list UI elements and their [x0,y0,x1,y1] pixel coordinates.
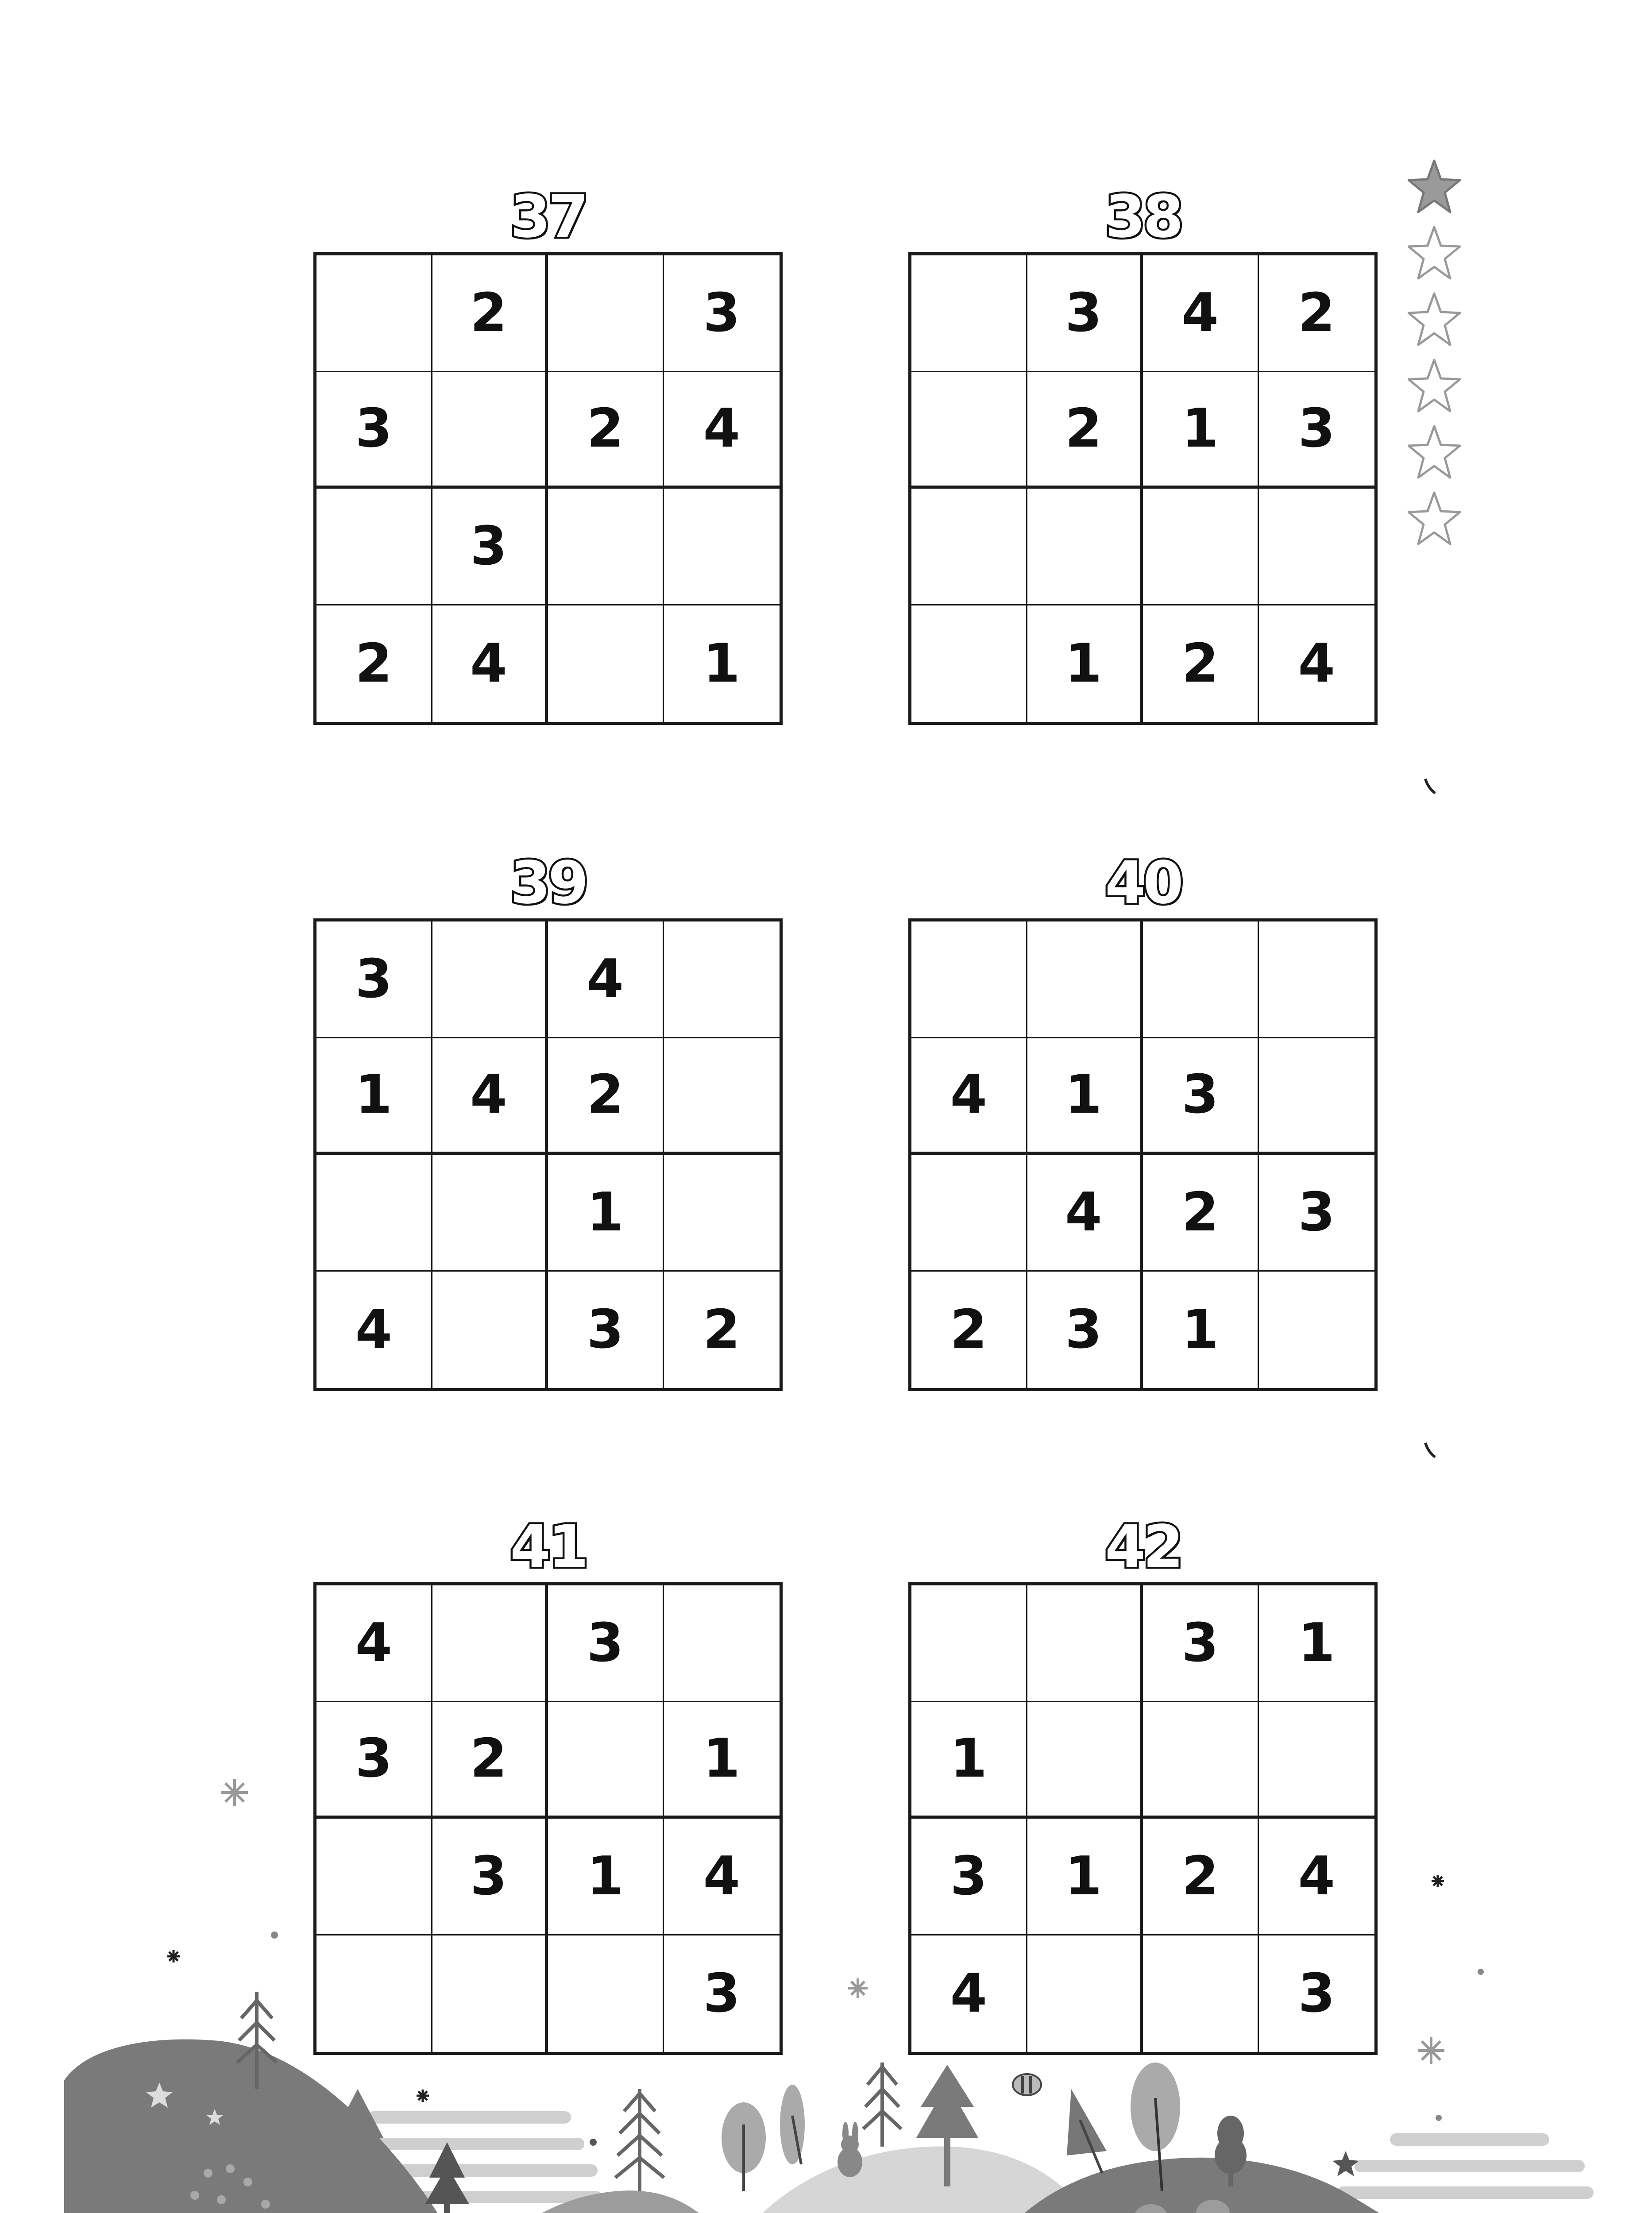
hill-dots [181,2164,297,2213]
star-empty-icon [1408,290,1461,352]
grid-cell [317,1155,432,1272]
grid-cell: 4 [1259,1819,1375,1935]
grid-cell [911,255,1027,372]
grid-cell [1259,1702,1375,1819]
grid-cell: 1 [1027,1819,1143,1935]
puzzle-40 [908,850,1378,1392]
grid-cell [1143,489,1259,605]
grid-cell: 1 [703,632,740,694]
grid-cell: 3 [548,1272,664,1388]
grid-cell [317,1819,432,1935]
grid-cell: 4 [317,1585,432,1702]
grid-cell [548,1702,664,1819]
grid-cell [1259,489,1375,605]
grid-cell: 3 [911,1819,1027,1935]
grid-cell: 2 [1143,1155,1259,1272]
hill-right-spots [1054,2200,1380,2213]
grid-cell [548,489,664,605]
sudoku-grid [908,918,1378,1391]
grid-cell: 4 [911,1038,1027,1155]
striped-hill-left [350,2111,602,2213]
grid-cell [317,255,432,372]
tree-round-left [722,2102,766,2191]
grid-cell: 4 [664,372,780,489]
tree-left-pine [328,2089,388,2213]
grid-cell [664,921,780,1038]
bunny [838,2122,862,2177]
grid-cell: 1 [1143,372,1259,489]
tiny-stars [146,2082,223,2125]
grid-cell [664,1155,780,1272]
grid-cell [317,489,432,605]
bee [1013,2074,1041,2095]
star-empty-icon [1408,356,1461,418]
mark [1425,779,1435,793]
grid-cell: 2 [548,1038,664,1155]
grid-cell: 3 [1298,1962,1335,2024]
grid-cell: 4 [1027,1155,1143,1272]
grid-cell: 3 [432,489,548,605]
grid-cell: 2 [703,1299,740,1361]
grid-cell [1143,921,1259,1038]
tree-leaf [780,2085,805,2164]
grid-cell: 3 [1259,372,1375,489]
star-dark [1332,2151,1359,2176]
difficulty-rating [1408,157,1461,555]
tree-outline-tall [237,1992,277,2089]
grid-cell: 4 [432,1038,548,1155]
grid-cell: 3 [703,1962,740,2024]
hill-mid-grey [465,2190,753,2213]
hill-right [965,2158,1496,2213]
sudoku-grid [313,252,783,725]
grid-cell: 1 [1027,1038,1143,1155]
puzzle-42 [908,1514,1378,2056]
grid-cell [432,1935,548,2052]
tree-left-small [425,2142,469,2213]
puzzle-39 [313,850,783,1392]
grid-cell [432,1155,548,1272]
grid-cell [1259,1272,1375,1388]
puzzle-number: 39 [510,849,586,917]
hill-mid-light [708,2146,1115,2213]
grid-cell: 2 [1143,1819,1259,1935]
grid-cell: 1 [548,1819,664,1935]
grid-cell [1259,921,1375,1038]
puzzle-37 [313,184,783,726]
grid-cell [317,1935,432,2052]
grid-cell: 1 [664,1702,780,1819]
grid-cell [548,255,664,372]
grid-cell [1143,1935,1259,2052]
grid-cell [1027,1585,1143,1702]
star-empty-icon [1408,489,1461,551]
striped-hill-right [1328,2133,1594,2213]
grid-cell [1027,1935,1143,2052]
grid-cell [664,489,780,605]
grid-cell: 3 [548,1585,664,1702]
star-empty-icon [1408,224,1461,285]
grid-cell: 1 [1027,605,1143,722]
grid-cell [548,605,664,722]
grid-cell: 1 [1259,1585,1375,1702]
mark [1425,1443,1435,1457]
grid-cell: 3 [317,921,432,1038]
grid-cell [911,605,1027,722]
grid-cell [432,1585,548,1702]
grid-cell: 3 [1259,1155,1375,1272]
grid-cell: 3 [1027,255,1143,372]
grid-cell [911,489,1027,605]
tree-center-pine [916,2065,978,2186]
grid-cell: 1 [548,1155,664,1272]
puzzle-number: 40 [1105,849,1181,917]
grid-cell [1259,1038,1375,1155]
grid-cell: 2 [548,372,664,489]
grid-cell: 1 [1143,1272,1259,1388]
grid-cell [664,1038,780,1155]
grid-cell: 1 [911,1702,1027,1819]
puzzle-number: 37 [510,183,586,251]
grid-cell [432,921,548,1038]
grid-cell: 2 [911,1272,1027,1388]
grid-cell: 4 [1143,255,1259,372]
grid-cell: 4 [548,921,664,1038]
grid-cell: 2 [432,1702,548,1819]
grid-cell: 4 [664,1819,780,1935]
grid-cell [664,1585,780,1702]
grid-cell: 1 [317,1038,432,1155]
sudoku-grid [313,918,783,1391]
star-filled-icon [1408,157,1461,219]
grid-cell: 4 [911,1935,1027,2052]
puzzle-number: 41 [510,1513,586,1581]
puzzle-number: 38 [1105,183,1181,251]
grid-cell [1143,1702,1259,1819]
grid-cell [911,372,1027,489]
grid-cell [548,1935,664,2052]
grid-cell [1027,1702,1143,1819]
grid-cell: 2 [432,255,548,372]
grid-cell: 3 [432,1819,548,1935]
tree-outline-mid [615,2089,664,2191]
grid-cell [1027,921,1143,1038]
grid-cell: 2 [317,605,432,722]
sudoku-grid [908,1582,1378,2055]
grid-cell: 2 [1143,605,1259,722]
tree-triangle [1067,2089,1107,2173]
sudoku-grid [908,252,1378,725]
grid-cell: 3 [317,372,432,489]
grid-cell [432,372,548,489]
grid-cell [1027,489,1143,605]
tree-outline-center [863,2063,901,2147]
grid-cell: 3 [1143,1038,1259,1155]
puzzle-38 [908,184,1378,726]
grid-cell: 2 [1259,255,1375,372]
grid-cell [911,1155,1027,1272]
grid-cell: 3 [1027,1272,1143,1388]
grid-cell: 4 [432,605,548,722]
grid-cell: 3 [1143,1585,1259,1702]
grid-cell [911,1585,1027,1702]
star-empty-icon [1408,423,1461,485]
hill-left [64,2040,478,2213]
tree-oval-tall [1131,2063,1180,2191]
sudoku-grid [313,1582,783,2055]
grid-cell [911,921,1027,1038]
grid-cell: 3 [664,255,780,372]
puzzle-number: 42 [1105,1513,1181,1581]
grid-cell: 4 [1298,632,1335,694]
grid-cell: 4 [317,1272,432,1388]
puzzle-41 [313,1514,783,2056]
grid-cell: 3 [317,1702,432,1819]
grid-cell [432,1272,548,1388]
grid-cell: 2 [1027,372,1143,489]
tree-bushy [1215,2116,1247,2186]
